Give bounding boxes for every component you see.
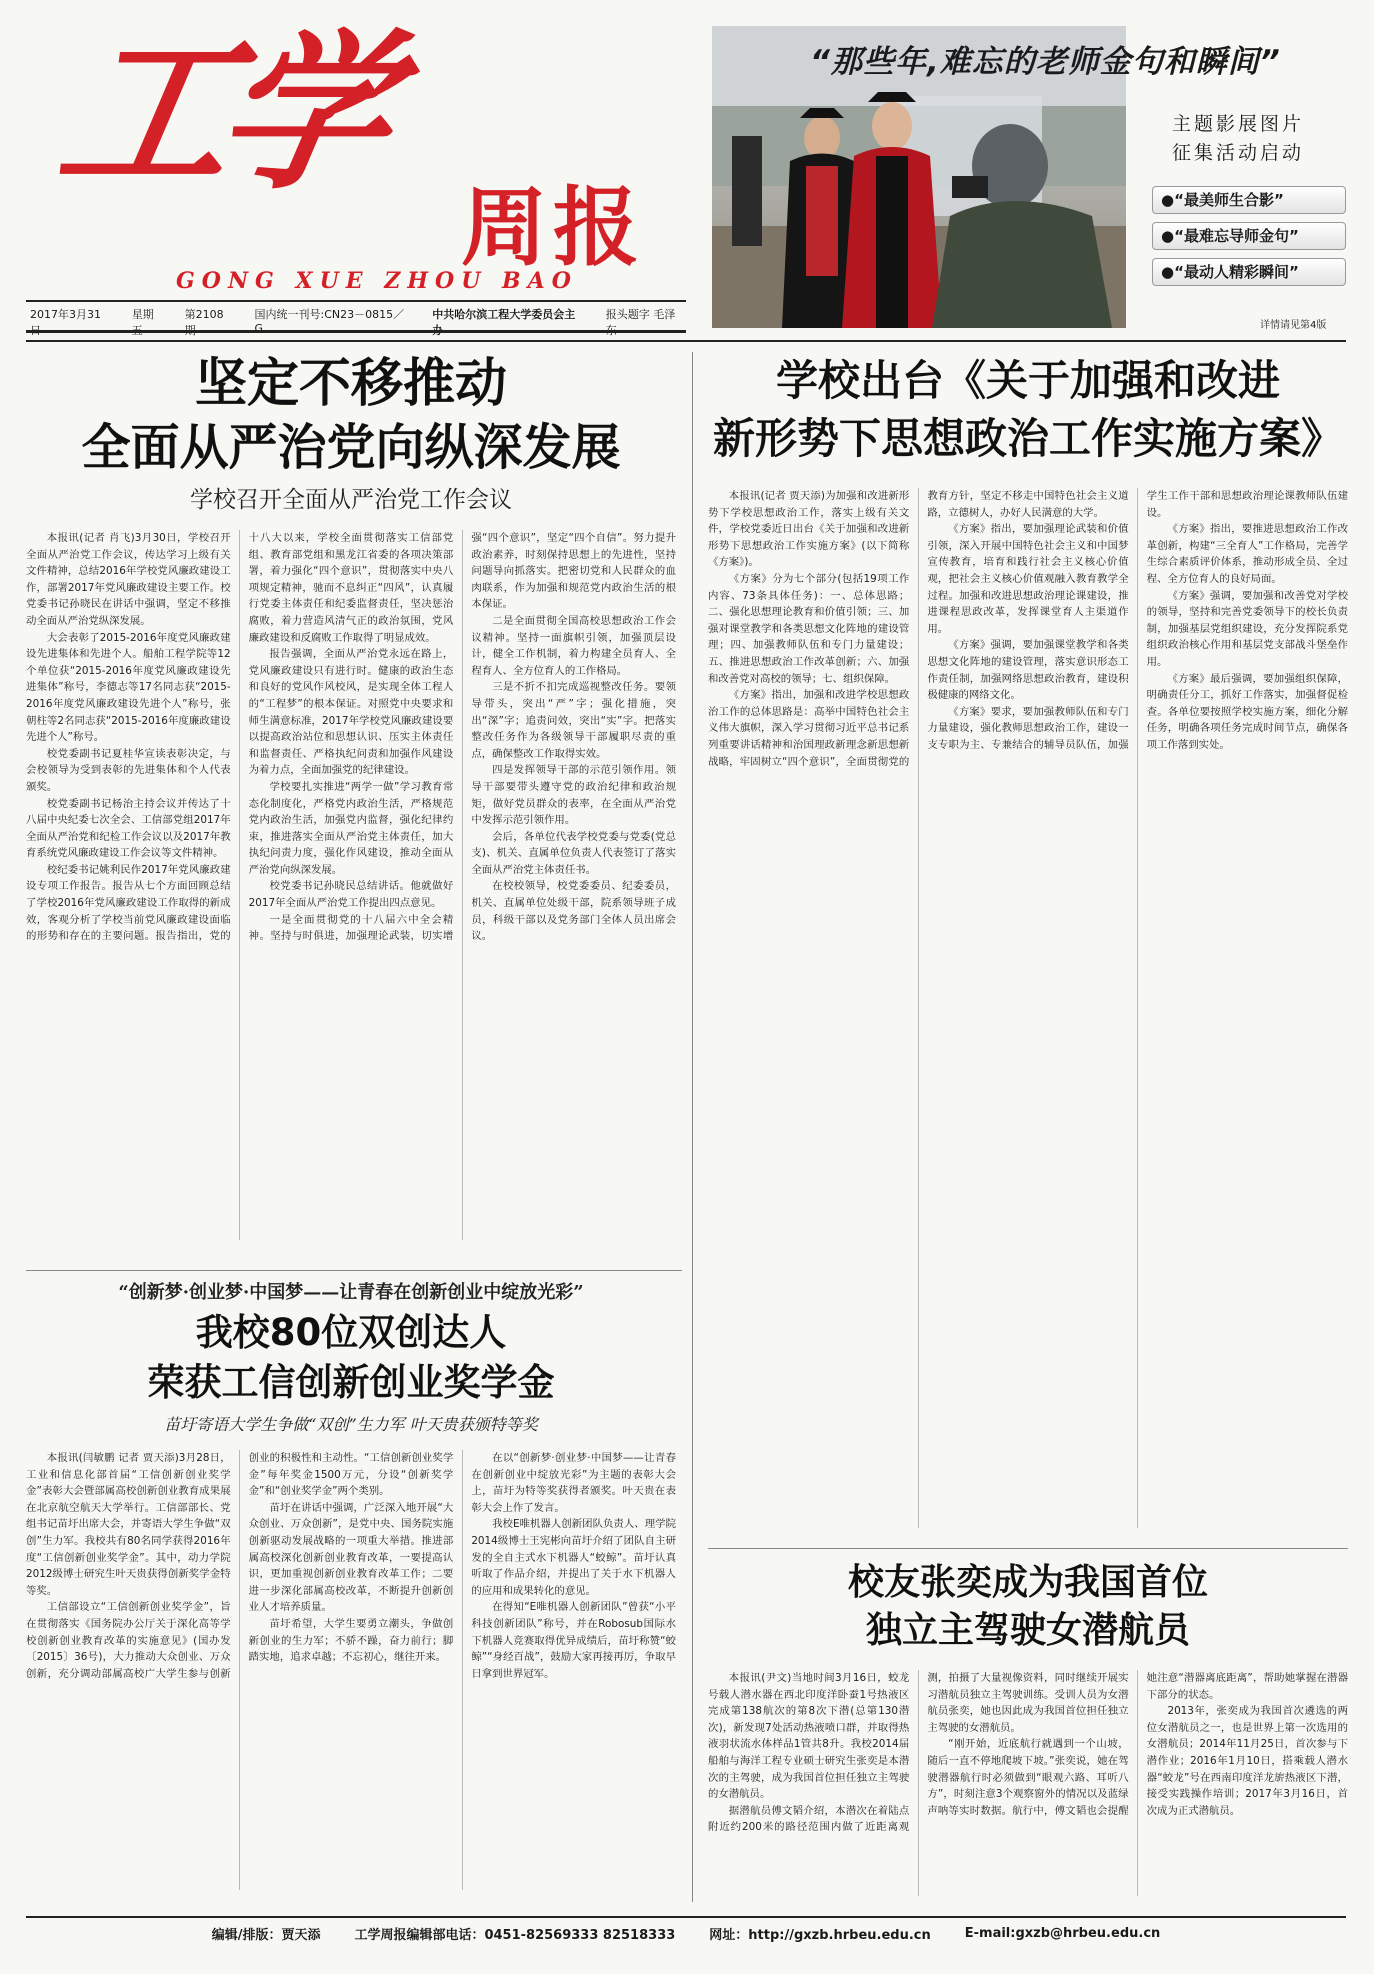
footer-editor: 编辑/排版：贾天添 (211, 1927, 321, 1943)
article-kicker: “创新梦·创业梦·中国梦——让青春在创新创业中绽放光彩” (118, 1282, 584, 1303)
article-title-line2: 新形势下思想政治工作实施方案》 (712, 414, 1343, 463)
article-title-line1: 我校80位双创达人 (195, 1311, 507, 1354)
article-ideology-plan (708, 352, 1348, 1537)
top-section-rule (26, 340, 1346, 342)
sponsor: 中共哈尔滨工程大学委员会主办 (432, 308, 576, 337)
center-column-rule (692, 352, 693, 1902)
article-body: 本报讯(记者 贾天添)为加强和改进新形势下学校思想政治工作，落实上级有关文件，学校党委近日出台《关于加强和改进新形势下思想政治工作实施方案》(以下简称《方案》)。 《方案》分为七个部分(包括19项工作内容、73条具体任务)：一、总体思路；二、强化思想理论教育和价值引领；三、加强对课堂教学和各类思想文化阵地的建设管理；四、加强教师队伍和专门力量建设；五、推进思想政治工作改革创新；六、加强和改善党对高校的领导；七、组织保障。 《方案》指出，加强和改进学校思想政治工作的总体思路是：高举中国特色社会主义伟大旗帜，深入学习贯彻习近平总书记系列重要讲话精神和治国理政新理念新思想新战略，牢固树立“四个意识”，全面贯彻党的教育方针，坚定不移走中国特色社会主义道路，立德树人，办好人民满意的大学。 《方案》指出，要加强理论武装和价值引领，深入开展中国特色社会主义和中国梦宣传教育，培育和践行社会主义核心价值观，把社会主义核心价值观融入教育教学全过程。加强和改进思想政治理论课建设，推进课程思政改革，发挥课堂育人主渠道作用。 《方案》强调，要加强课堂教学和各类思想文化阵地的建设管理，落实意识形态工作责任制，加强网络思想政治教育，建设积极健康的网络文化。 《方案》要求，要加强教师队伍和专门力量建设，强化教师思想政治工作，建设一支专职为主、专兼结合的辅导员队伍，加强学生工作干部和思想政治理论课教师队伍建设。 《方案》指出，要推进思想政治工作改革创新，构建“三全育人”工作格局，完善学生综合素质评价体系，推动形成全员、全过程、全方位育人的良好局面。 《方案》强调，要加强和改善党对学校的领导，坚持和完善党委领导下的校长负责制，加强基层党组织建设，充分发挥院系党组织政治核心作用和基层党支部战斗堡垒作用。 《方案》最后强调，要加强组织保障，明确责任分工，抓好工作落实，加强督促检查。各单位要按照学校实施方案，细化分解任务，明确各项任务完成时间节点，确保各项工作落到实处。 (708, 490, 1348, 768)
footer-website[interactable]: 网址：http://gxzb.hrbeu.edu.cn (709, 1927, 931, 1943)
issue-weekday: 星期五 (131, 308, 154, 337)
left-section-rule (26, 1270, 682, 1271)
promo-box (712, 26, 1352, 334)
page-footer (26, 1916, 1346, 1946)
footer-phone: 工学周报编辑部电话：0451-82569333 82518333 (354, 1927, 676, 1943)
article-subtitle: 学校召开全面从严治党工作会议 (190, 487, 512, 513)
article-title-line2: 独立主驾驶女潜航员 (865, 1609, 1190, 1651)
newspaper-name-zhoubao: 周报 (461, 178, 645, 278)
article-title-line1: 坚定不移推动 (194, 354, 507, 414)
footer-email[interactable]: E-mail:gxzb@hrbeu.edu.cn (964, 1925, 1161, 1941)
promo-item-2: ●“最难忘导师金句” (1152, 222, 1346, 250)
promo-item-3: ●“最动人精彩瞬间” (1152, 258, 1346, 286)
article-party-conference (26, 352, 676, 1262)
article-innovation-scholarship (26, 1278, 676, 1908)
article-female-submariner (708, 1558, 1348, 1908)
right-section-rule (708, 1548, 1348, 1549)
promo-subtitle: 主题影展图片 征集活动启动 (1172, 113, 1305, 164)
article-body: 本报讯(记者 肖飞)3月30日，学校召开全面从严治党工作会议，传达学习上级有关文件精神，总结2016年学校党风廉政建设工作，部署2017年党风廉政建设主要工作。校党委书记孙晓民在讲话中强调，坚定不移推动全面从严治党纵深发展。 大会表彰了2015-2016年度党风廉政建设先进集体和先进个人。船舶工程学院等12个单位获“2015-2016年度党风廉政建设先进集体”称号，李德志等17名同志获“2015-2016年度党风廉政建设先进个人”称号，张朝柱等2名同志获“2015-2016年度廉政建设先进个人”称号。 校党委副书记夏桂华宣读表彰决定，与会校领导为受到表彰的先进集体和个人代表颁奖。 校党委副书记杨治主持会议并传达了十八届中央纪委七次全会、工信部党组2017年全面从严治党和纪检工作会议以及2017年教育系统党风廉政建设工作会议等文件精神。 校纪委书记姚利民作2017年党风廉政建设专项工作报告。报告从七个方面回顾总结了学校2016年党风廉政建设工作取得的新成效，客观分析了学校当前党风廉政建设面临的形势和存在的主要问题。报告指出，党的十八大以来，学校全面贯彻落实工信部党组、教育部党组和黑龙江省委的各项决策部署，着力强化“四个意识”，贯彻落实中央八项规定精神，驰而不息纠正“四风”，认真履行党委主体责任和纪委监督责任，坚决惩治腐败，着力营造风清气正的政治氛围，党风廉政建设和反腐败工作取得了明显成效。 报告强调，全面从严治党永远在路上，党风廉政建设只有进行时。健康的政治生态和良好的党风作风校风，是实现全体工程人的“工程梦”的根本保证。对照党中央要求和师生满意标准，2017年学校党风廉政建设要以提高政治站位和思想认识、压实主体责任和监督责任、严格执纪问责和加强作风建设为着力点，全面加强党的纪律建设。 学校要扎实推进“两学一做”学习教育常态化制度化，严格党内政治生活，严格规范党内政治生活，加强党内监督，强化纪律约束，推进落实全面从严治党主体责任，加大执纪问责力度，强化作风建设，推动全面从严治党向纵深发展。 校党委书记孙晓民总结讲话。他就做好2017年全面从严治党工作提出四点意见。 一是全面贯彻党的十八届六中全会精神。坚持与时俱进，加强理论武装，切实增强“四个意识”，坚定“四个自信”。努力提升政治素养，时刻保持思想上的先进性，坚持问题导向抓落实。把密切党和人民群众的血肉联系，作为加强和规范党内政治生活的根本保证。 二是全面贯彻全国高校思想政治工作会议精神。坚持一面旗帜引领，加强顶层设计，健全工作机制，着力构建全员育人、全程育人、全方位育人的工作格局。 三是不折不扣完成巡视整改任务。要领导带头，突出“严”字；强化措施，突出“深”字；追责问效，突出“实”字。把落实整改任务作为各级领导干部履职尽责的重点，确保整改工作取得实效。 四是发挥领导干部的示范引领作用。领导干部要带头遵守党的政治纪律和政治规矩，做好党员群众的表率，在全面从严治党中发挥示范引领作用。 会后，各单位代表学校党委与党委(党总支)、机关、直属单位负责人代表签订了落实全面从严治党主体责任书。 在校校领导，校党委委员、纪委委员，机关、直属单位处级干部，院系领导班子成员，科级干部以及党务部门全体人员出席会议。 (26, 532, 676, 943)
article-title-line2: 荣获工信创新创业奖学金 (147, 1361, 555, 1404)
article-title-line1: 校友张奕成为我国首位 (847, 1561, 1208, 1603)
masthead-rule (26, 300, 686, 302)
masthead-rule-bottom (26, 330, 686, 333)
newspaper-logo: 工学 (46, 13, 394, 213)
inscription: 报头题字 毛泽东 (605, 308, 676, 337)
promo-item-1: ●“最美师生合影” (1152, 186, 1346, 214)
issue-number: 第2108期 (184, 308, 224, 337)
article-subtitle: 苗圩寄语大学生争做“双创”生力军 叶天贵获颁特等奖 (164, 1415, 538, 1434)
article-title-line1: 学校出台《关于加强和改进 (775, 356, 1280, 405)
promo-note: 详情请见第4版 (1260, 320, 1327, 331)
article-title-line2: 全面从严治党向纵深发展 (81, 419, 621, 476)
masthead (26, 13, 686, 338)
promo-title: “那些年,难忘的老师金句和瞬间” (810, 44, 1281, 80)
issue-date: 2017年3月31日 (30, 308, 101, 337)
article-body: 本报讯(闫敏鹏 记者 贾天添)3月28日，工业和信息化部首届“工信创新创业奖学金”表彰大会暨部属高校创新创业教育成果展在北京航空航天大学举行。工信部部长、党组书记苗圩出席大会，并寄语大学生争做“双创”生力军。我校共有80名同学获得2016年度“工信创新创业奖学金”。其中，动力学院2012级博士研究生叶天贵获得创新奖学金特等奖。 工信部设立“工信创新创业奖学金”，旨在贯彻落实《国务院办公厅关于深化高等学校创新创业教育改革的实施意见》(国办发〔2015〕36号)，大力推动大众创业、万众创新，充分调动部属高校广大学生参与创新创业的积极性和主动性。“工信创新创业奖学金”每年奖金1500万元，分设“创新奖学金”和“创业奖学金”两个类别。 苗圩在讲话中强调，广泛深入地开展“大众创业、万众创新”，是党中央、国务院实施创新驱动发展战略的一项重大举措。推进部属高校深化创新创业教育改革，一要提高认识，更加重视创新创业教育改革工作；二要进一步深化部属高校改革，不断提升创新创业人才培养质量。 苗圩希望，大学生要勇立潮头，争做创新创业的生力军；不骄不躁，奋力前行；脚踏实地，追求卓越；不忘初心，继往开来。 在以“创新梦·创业梦·中国梦——让青春在创新创业中绽放光彩”为主题的表彰大会上，苗圩为特等奖获得者颁奖。叶天贵在表彰大会上作了发言。 我校E唯机器人创新团队负责人、理学院2014级博士王宪彬向苗圩介绍了团队自主研发的全自主式水下机器人“蛟鲸”。苗圩认真听取了作品介绍，并提出了关于水下机器人的应用和成果转化的意见。 在得知“E唯机器人创新团队”曾获“小平科技创新团队”称号，并在Robosub国际水下机器人竞赛取得优异成绩后，苗圩称赞“蛟鲸”“身经百战”，鼓励大家再接再厉，争取早日拿到世界冠军。 (26, 1452, 676, 1680)
newspaper-pinyin: GONG XUE ZHOU BAO (176, 268, 578, 294)
masthead-info-bar (30, 306, 686, 338)
article-body: 本报讯(尹文)当地时间3月16日，蛟龙号载人潜水器在西北印度洋卧蚕1号热液区完成第138航次的第8次下潜(总第130潜次)，新发现7处活动热液喷口群，并取得热液羽状流水体样品1管共8升。我校2014届船舶与海洋工程专业硕士研究生张奕是本潜次的主驾驶，成为我国首位担任独立主驾驶的女潜航员。 据潜航员傅文韬介绍，本潜次在着陆点附近约200米的路径范围内做了近距离观测，拍摄了大量视像资料，同时继续开展实习潜航员独立主驾驶训练。受训人员为女潜航员张奕，她也因此成为我国首位担任独立主驾驶的女潜航员。 “刚开始，近底航行就遇到一个山坡，随后一直不停地爬坡下坡。”张奕说，她在驾驶潜器航行时必须做到“眼观六路、耳听八方”，时刻注意3个观察窗外的情况以及蓝绿声呐等实时数据。航行中，傅文韬也会提醒她注意“潜器离底距离”，帮助她掌握在潜器下部分的状态。 2013年，张奕成为我国首次遴选的两位女潜航员之一，也是世界上第一次选用的女潜航员；2014年11月25日，首次参与下潜作业；2016年1月10日，搭乘载人潜水器“蛟龙”号在西南印度洋龙旂热液区下潜，接受实践操作培训；2017年3月16日，首次成为正式潜航员。 (708, 1672, 1348, 1834)
cn-number: 国内统一刊号:CN23－0815／G (254, 308, 405, 335)
